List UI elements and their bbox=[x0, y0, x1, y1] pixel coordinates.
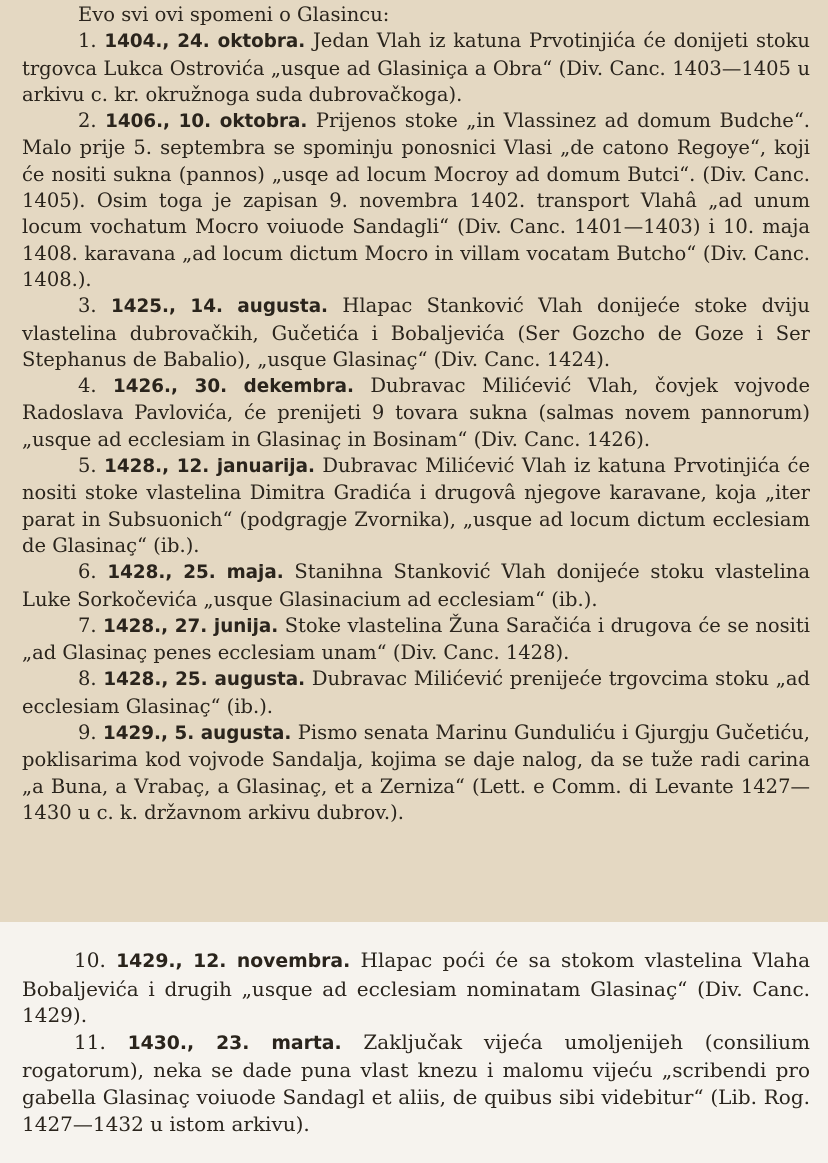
entry-number: 11. bbox=[74, 1029, 106, 1054]
entry-date: 1426., 30. dekembra. bbox=[113, 376, 354, 398]
entry-text: Stoke vlastelina Žuna Saračića i drugova će se nositi „ad Glasinaç penes ecclesiam unam“ (Div. Canc. 1428). bbox=[22, 613, 810, 665]
entry-number: 10. bbox=[74, 948, 106, 972]
entry-5 bbox=[22, 453, 810, 559]
entry-date: 1406., 10. oktobra. bbox=[105, 111, 308, 133]
entry-11 bbox=[22, 1029, 810, 1137]
entry-number: 9. bbox=[78, 721, 97, 745]
entry-text: Zaključak vijeća umoljenijeh (consilium rogatorum), neka se dade puna vlast knezu i malomu vijeću „scribendi pro gabella Glasinaç voiuode Sandagl et aliis, de quibus sibi videbitur“ (Lib. Rog. 1427—1432 u istom arkivu). bbox=[22, 1029, 810, 1136]
entry-text: Prijenos stoke „in Vlassinez ad domum Budche“. Malo prije 5. septembra se spominju ponosnici Vlasi „de catono Regoye“, koji će nositi sukna (pannos) „usqe ad locum Mocroy ad domum Butci“. (Div. Canc. 1405). Osim toga je zapisan 9. novembra 1402. transport Vlahâ „ad unum locum vochatum Mocro voiuode Sandagli“ (Div. Canc. 1401—1403) i 10. maja 1408. karavana „ad locum dictum Mocro in villam vocatam Butcho“ (Div. Canc. 1408.). bbox=[22, 109, 811, 291]
entry-text: Hlapac poći će sa stokom vlastelina Vlaha Bobaljevića i drugih „usque ad ecclesiam nominatam Glasinaç“ (Div. Canc. 1429). bbox=[22, 948, 811, 1028]
entry-text: Stanihna Stanković Vlah donijeće stoku vlastelina Luke Sorkočevića „usque Glasinacium ad ecclesiam“ (ib.). bbox=[22, 560, 810, 611]
entry-number: 2. bbox=[78, 109, 97, 133]
entry-date: 1430., 23. marta. bbox=[127, 1032, 342, 1054]
entry-8 bbox=[22, 666, 810, 720]
entry-6 bbox=[22, 559, 810, 613]
entry-3 bbox=[22, 293, 810, 373]
entry-date: 1404., 24. oktobra. bbox=[104, 31, 306, 53]
entry-date: 1429., 5. augusta. bbox=[103, 723, 292, 745]
entry-date: 1425., 14. augusta. bbox=[110, 296, 329, 318]
entry-text: Dubravac Milićević Vlah, čovjek vojvode Radoslava Pavlovića, će prenijeti 9 tovara sukna (salmas novem pannorum) „usque ad ecclesiam in Glasinaç in Bosinam“ (Div. Canc. 1426). bbox=[22, 374, 810, 451]
upper-text-block bbox=[22, 2, 810, 826]
entry-number: 1. bbox=[78, 29, 97, 53]
entry-number: 4. bbox=[78, 374, 97, 398]
entry-text: Dubravac Milićević Vlah iz katuna Prvotinjića će nositi stoke vlastelina Dimitra Gradića i drugovâ njegove karavane, koja „iter parat in Subsuonich“ (podgragje Zvornika), „usque ad locum dictum ecclesiam de Glasinaç“ (ib.). bbox=[22, 454, 810, 557]
entry-4 bbox=[22, 373, 810, 453]
entry-number: 8. bbox=[78, 667, 97, 691]
entry-number: 5. bbox=[78, 454, 97, 478]
entry-1 bbox=[22, 28, 810, 108]
entry-text: Pismo senata Marinu Gunduliću i Gjurgju Gučetiću, poklisarima kod vojvode Sandalja, kojima se daje nalog, da se tuže radi carina „a Buna, a Vrabaç, a Glasinaç, et a Zerniza“ (Lett. e Comm. di Levante 1427—1430 u c. k. državnom arkivu dubrov.). bbox=[22, 721, 810, 824]
entry-9 bbox=[22, 720, 810, 826]
entry-number: 6. bbox=[78, 560, 97, 584]
lower-text-block bbox=[22, 947, 810, 1137]
entry-number: 3. bbox=[78, 294, 97, 318]
entry-text: Jedan Vlah iz katuna Prvotinjića će donijeti stoku trgovca Lukca Ostrovića „usque ad Glasiniça a Obra“ (Div. Canc. 1403—1405 u arkivu c. kr. okružnoga suda dubrovačkoga). bbox=[22, 29, 810, 106]
entry-date: 1428., 25. augusta. bbox=[103, 669, 306, 691]
entry-text: Dubravac Milićević prenijeće trgovcima stoku „ad ecclesiam Glasinaç“ (ib.). bbox=[22, 667, 810, 718]
intro-line: Evo svi ovi spomeni o Glasincu: bbox=[78, 3, 390, 26]
entry-number: 7. bbox=[78, 613, 97, 637]
entry-date: 1428., 12. januarija. bbox=[104, 456, 315, 478]
entry-text: Hlapac Stanković Vlah donijeće stoke dviju vlastelina dubrovačkih, Gučetića i Bobaljevića (Ser Gozcho de Goze i Ser Stephanus de Babalio), „usque Glasinaç“ (Div. Canc. 1424). bbox=[22, 294, 810, 371]
entry-2 bbox=[22, 108, 810, 293]
entry-date: 1428., 25. maja. bbox=[107, 562, 284, 584]
entry-date: 1428., 27. junija. bbox=[103, 615, 279, 637]
entry-10 bbox=[22, 947, 810, 1029]
entry-date: 1429., 12. novembra. bbox=[116, 951, 351, 972]
entry-7 bbox=[22, 613, 810, 667]
